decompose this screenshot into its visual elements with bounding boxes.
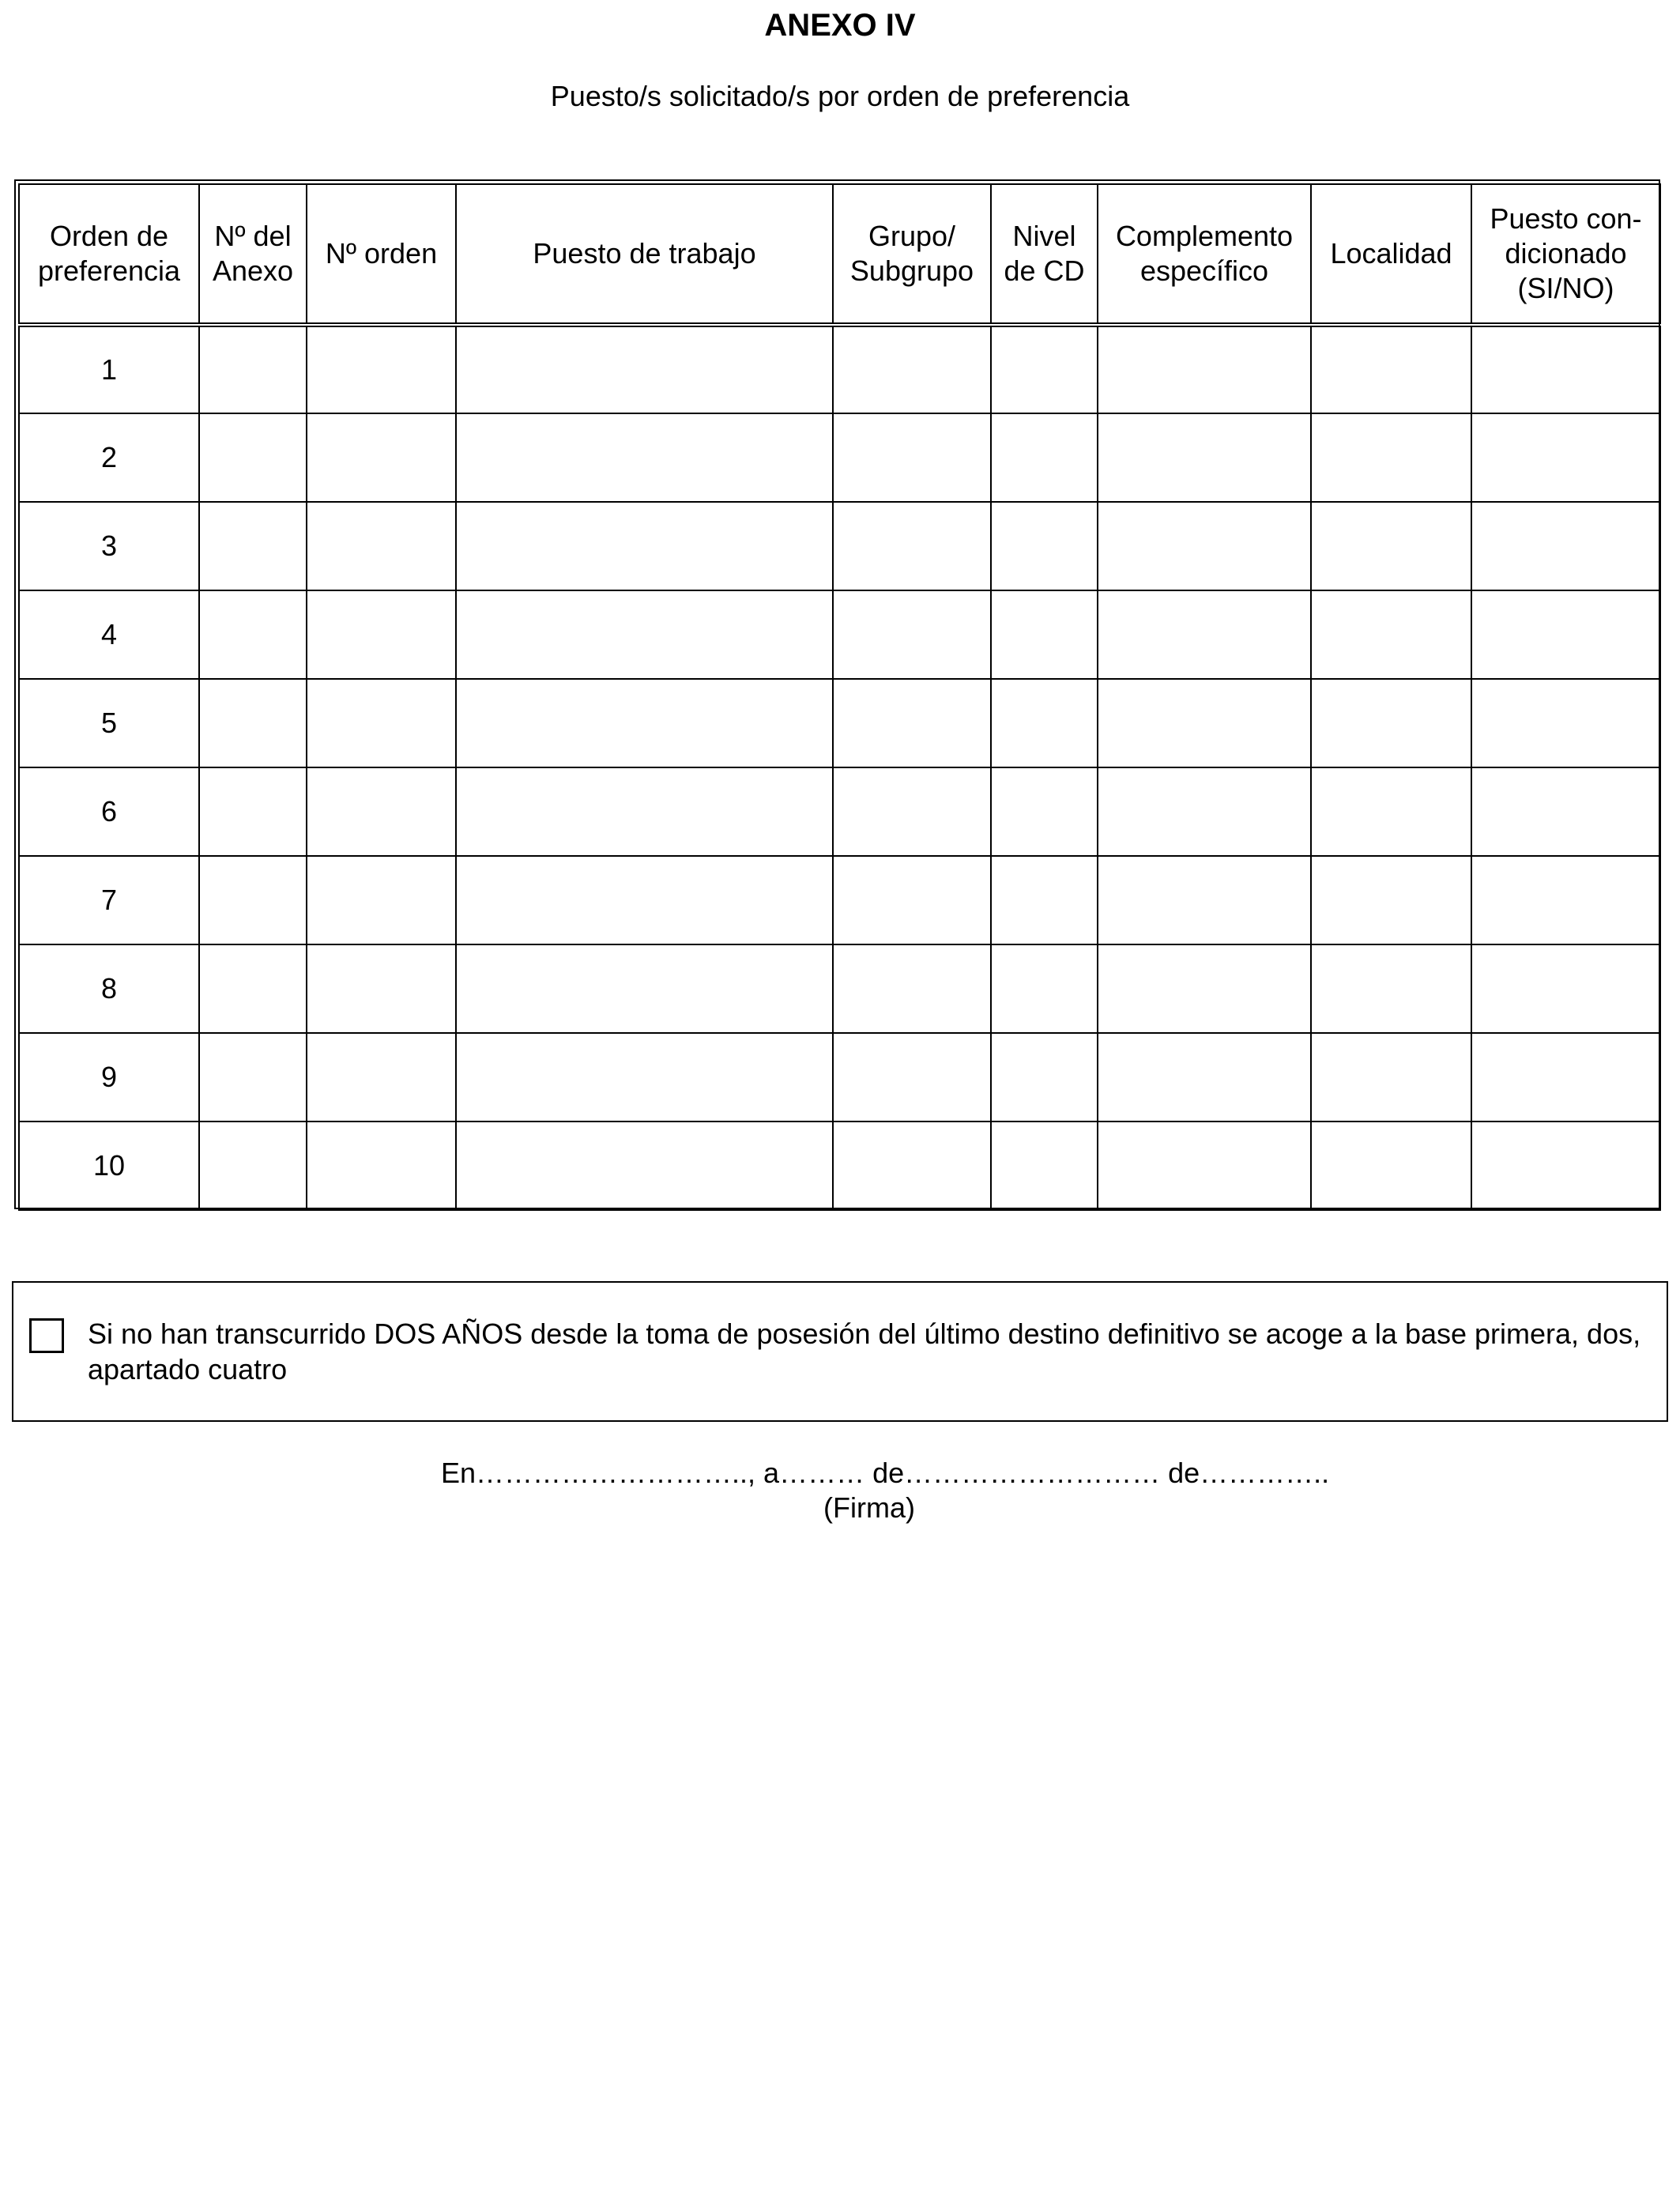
cell-numero-anexo[interactable] (199, 767, 307, 856)
table-row (19, 325, 1660, 413)
cell-numero-anexo[interactable] (199, 1033, 307, 1122)
cell-numero-anexo[interactable] (199, 325, 307, 413)
cell-grupo-subgrupo[interactable] (833, 679, 991, 767)
cell-localidad[interactable] (1311, 1122, 1471, 1210)
column-header-numero-orden: Nº orden (307, 184, 456, 325)
cell-localidad[interactable] (1311, 679, 1471, 767)
cell-complemento-especifico[interactable] (1098, 325, 1311, 413)
cell-numero-anexo[interactable] (199, 679, 307, 767)
cell-puesto-condicionado[interactable] (1471, 1033, 1660, 1122)
table-row (19, 413, 1660, 502)
note-text: Si no han transcurrido DOS AÑOS desde la toma de posesión del último destino definitivo se acoge a la base primera, dos, apartado cuatro (88, 1318, 1641, 1385)
cell-nivel-cd[interactable] (991, 1122, 1098, 1210)
row-number-cell: 4 (19, 590, 199, 679)
cell-complemento-especifico[interactable] (1098, 944, 1311, 1033)
cell-complemento-especifico[interactable] (1098, 1122, 1311, 1210)
table-body (19, 325, 1660, 1210)
document-title: ANEXO IV (764, 8, 916, 43)
cell-puesto-trabajo[interactable] (456, 1033, 833, 1122)
cell-grupo-subgrupo[interactable] (833, 767, 991, 856)
column-header-localidad: Localidad (1311, 184, 1471, 325)
cell-numero-orden[interactable] (307, 590, 456, 679)
cell-localidad[interactable] (1311, 325, 1471, 413)
cell-numero-orden[interactable] (307, 1122, 456, 1210)
cell-puesto-trabajo[interactable] (456, 502, 833, 590)
preference-table-frame (14, 179, 1660, 1209)
cell-numero-anexo[interactable] (199, 590, 307, 679)
cell-puesto-trabajo[interactable] (456, 856, 833, 944)
column-header-complemento-especifico: Complemento específico (1098, 184, 1311, 325)
row-number-cell: 8 (19, 944, 199, 1033)
table-row (19, 856, 1660, 944)
cell-numero-anexo[interactable] (199, 944, 307, 1033)
cell-grupo-subgrupo[interactable] (833, 413, 991, 502)
preference-table (18, 183, 1661, 1211)
cell-puesto-trabajo[interactable] (456, 325, 833, 413)
cell-puesto-condicionado[interactable] (1471, 413, 1660, 502)
table-row (19, 1122, 1660, 1210)
column-header-orden-preferencia: Orden de preferencia (19, 184, 199, 325)
cell-puesto-condicionado[interactable] (1471, 590, 1660, 679)
cell-localidad[interactable] (1311, 1033, 1471, 1122)
cell-numero-anexo[interactable] (199, 502, 307, 590)
cell-nivel-cd[interactable] (991, 767, 1098, 856)
cell-localidad[interactable] (1311, 944, 1471, 1033)
cell-localidad[interactable] (1311, 767, 1471, 856)
table-row (19, 767, 1660, 856)
cell-localidad[interactable] (1311, 413, 1471, 502)
table-row (19, 590, 1660, 679)
table-header-row (19, 184, 1660, 325)
cell-puesto-condicionado[interactable] (1471, 502, 1660, 590)
cell-grupo-subgrupo[interactable] (833, 1122, 991, 1210)
cell-numero-orden[interactable] (307, 325, 456, 413)
note-box (12, 1281, 1668, 1422)
cell-grupo-subgrupo[interactable] (833, 590, 991, 679)
cell-numero-anexo[interactable] (199, 1122, 307, 1210)
cell-numero-anexo[interactable] (199, 856, 307, 944)
cell-localidad[interactable] (1311, 502, 1471, 590)
cell-complemento-especifico[interactable] (1098, 590, 1311, 679)
cell-nivel-cd[interactable] (991, 856, 1098, 944)
cell-nivel-cd[interactable] (991, 502, 1098, 590)
table-row (19, 1033, 1660, 1122)
cell-nivel-cd[interactable] (991, 679, 1098, 767)
cell-puesto-condicionado[interactable] (1471, 325, 1660, 413)
cell-complemento-especifico[interactable] (1098, 1033, 1311, 1122)
cell-grupo-subgrupo[interactable] (833, 502, 991, 590)
row-number-cell: 9 (19, 1033, 199, 1122)
row-number-cell: 7 (19, 856, 199, 944)
cell-puesto-trabajo[interactable] (456, 944, 833, 1033)
cell-nivel-cd[interactable] (991, 413, 1098, 502)
cell-numero-orden[interactable] (307, 413, 456, 502)
row-number-cell: 10 (19, 1122, 199, 1210)
place-date-line: En……………………….., a……… de……………………… de………….. (441, 1457, 1330, 1489)
table-row (19, 944, 1660, 1033)
cell-numero-anexo[interactable] (199, 413, 307, 502)
cell-complemento-especifico[interactable] (1098, 413, 1311, 502)
cell-nivel-cd[interactable] (991, 325, 1098, 413)
column-header-numero-anexo: Nº del Anexo (199, 184, 307, 325)
column-header-puesto-trabajo: Puesto de trabajo (456, 184, 833, 325)
row-number-cell: 1 (19, 325, 199, 413)
row-number-cell: 6 (19, 767, 199, 856)
cell-grupo-subgrupo[interactable] (833, 944, 991, 1033)
cell-grupo-subgrupo[interactable] (833, 856, 991, 944)
cell-puesto-trabajo[interactable] (456, 590, 833, 679)
cell-puesto-trabajo[interactable] (456, 679, 833, 767)
cell-nivel-cd[interactable] (991, 590, 1098, 679)
column-header-grupo-subgrupo: Grupo/ Subgrupo (833, 184, 991, 325)
cell-localidad[interactable] (1311, 856, 1471, 944)
cell-numero-orden[interactable] (307, 856, 456, 944)
column-header-puesto-condicionado: Puesto con- dicionado (SI/NO) (1471, 184, 1660, 325)
cell-complemento-especifico[interactable] (1098, 679, 1311, 767)
cell-puesto-trabajo[interactable] (456, 1122, 833, 1210)
cell-complemento-especifico[interactable] (1098, 767, 1311, 856)
dos-anos-checkbox[interactable] (29, 1318, 64, 1353)
cell-puesto-condicionado[interactable] (1471, 679, 1660, 767)
cell-puesto-trabajo[interactable] (456, 767, 833, 856)
cell-nivel-cd[interactable] (991, 1033, 1098, 1122)
cell-grupo-subgrupo[interactable] (833, 1033, 991, 1122)
column-header-nivel-cd: Nivel de CD (991, 184, 1098, 325)
cell-complemento-especifico[interactable] (1098, 502, 1311, 590)
cell-grupo-subgrupo[interactable] (833, 325, 991, 413)
cell-numero-orden[interactable] (307, 767, 456, 856)
cell-nivel-cd[interactable] (991, 944, 1098, 1033)
table-row (19, 502, 1660, 590)
row-number-cell: 2 (19, 413, 199, 502)
signature-label: (Firma) (823, 1491, 915, 1524)
cell-numero-orden[interactable] (307, 502, 456, 590)
document-subtitle: Puesto/s solicitado/s por orden de preferencia (550, 80, 1130, 112)
table-row (19, 679, 1660, 767)
cell-puesto-condicionado[interactable] (1471, 1122, 1660, 1210)
cell-puesto-trabajo[interactable] (456, 413, 833, 502)
cell-puesto-condicionado[interactable] (1471, 767, 1660, 856)
cell-numero-orden[interactable] (307, 944, 456, 1033)
cell-localidad[interactable] (1311, 590, 1471, 679)
cell-complemento-especifico[interactable] (1098, 856, 1311, 944)
row-number-cell: 5 (19, 679, 199, 767)
cell-puesto-condicionado[interactable] (1471, 944, 1660, 1033)
cell-puesto-condicionado[interactable] (1471, 856, 1660, 944)
cell-numero-orden[interactable] (307, 1033, 456, 1122)
row-number-cell: 3 (19, 502, 199, 590)
cell-numero-orden[interactable] (307, 679, 456, 767)
